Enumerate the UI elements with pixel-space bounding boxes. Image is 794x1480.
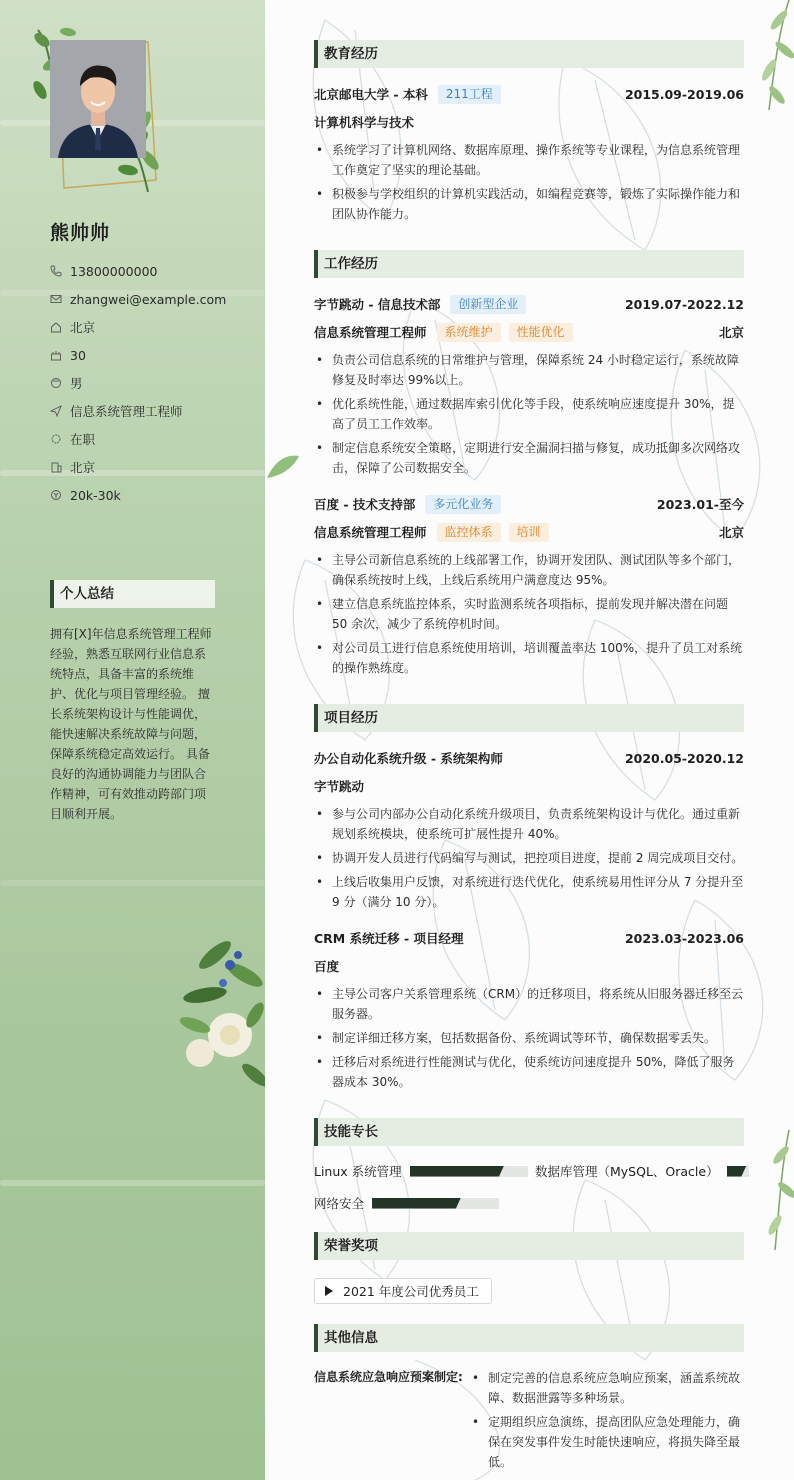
gender-icon <box>50 377 62 389</box>
job-2-role: 信息系统管理工程师 <box>314 525 427 540</box>
contact-info-list <box>50 257 260 509</box>
list-item: • 上线后收集用户反馈，对系统进行迭代优化，使系统易用性评分从 7 分提升至 9 分（满分 10 分）。 <box>314 872 744 912</box>
list-item: • 制定信息系统安全策略，定期进行安全漏洞扫描与修复，成功抵御多次网络攻击，保障了公司数据安全。 <box>314 438 744 478</box>
leaf-decor-icon <box>265 450 301 480</box>
summary-text: 拥有[X]年信息系统管理工程师经验，熟悉互联网行业信息系统特点，具备丰富的系统维护、优化与项目管理经验。 擅长系统架构设计与性能调优，能快速解决系统故障与问题，保障系统稳定高效运行。 具备良好的沟通协调能力与团队合作精神，可有效推动跨部门项目顺利开展。 <box>50 627 212 821</box>
job-1-company: 字节跳动 - 信息技术部 <box>314 297 441 312</box>
job-1-date: 2019.07-2022.12 <box>624 296 744 312</box>
project-2-header <box>314 928 744 948</box>
list-item: • 建立信息系统监控体系，实时监测系统各项指标，提前发现并解决潜在问题 50 余次，减少了系统停机时间。 <box>314 594 744 634</box>
info-age <box>50 341 260 369</box>
list-item: • 主导公司新信息系统的上线部署工作，协调开发团队、测试团队等多个部门，确保系统按时上线，上线后系统用户满意度达 95%。 <box>314 550 744 590</box>
project-1-org: 字节跳动 <box>314 779 365 794</box>
list-item: • 积极参与学校组织的计算机实践活动，如编程竞赛等，锻炼了实际操作能力和团队协作能力。 <box>314 184 744 224</box>
info-work-city <box>50 453 260 481</box>
age-icon <box>50 349 62 361</box>
job-1-bullets <box>314 350 744 482</box>
skill-item <box>535 1162 749 1180</box>
job-1-role-row <box>314 322 744 342</box>
info-status-text: 在职 <box>70 432 96 447</box>
job-1-header <box>314 294 744 314</box>
info-position-text: 信息系统管理工程师 <box>70 404 183 419</box>
job-2-location: 北京 <box>718 525 744 540</box>
education-date: 2015.09-2019.06 <box>624 86 744 102</box>
job-2-tag: 监控体系 <box>437 523 501 542</box>
info-gender-text: 男 <box>70 376 83 391</box>
job-2-company-tag: 多元化业务 <box>425 495 501 514</box>
skill-bar-fill <box>410 1166 504 1177</box>
job-1-tag: 性能优化 <box>509 323 573 342</box>
list-item: • 协调开发人员进行代码编写与测试，把控项目进度，提前 2 周完成项目交付。 <box>314 848 744 868</box>
skill-name: Linux 系统管理 <box>314 1164 402 1179</box>
job-2-tag: 培训 <box>509 523 549 542</box>
job-2-role-row <box>314 522 744 542</box>
info-gender <box>50 369 260 397</box>
job-1-role: 信息系统管理工程师 <box>314 325 427 340</box>
info-position <box>50 397 260 425</box>
salary-icon <box>50 489 62 501</box>
list-item: • 系统学习了计算机网络、数据库原理、操作系统等专业课程，为信息系统管理工作奠定了坚实的理论基础。 <box>314 140 744 180</box>
other-title: 其他信息 <box>314 1324 744 1352</box>
info-salary-text: 20k-30k <box>70 487 121 503</box>
list-item: • 参与公司内部办公自动化系统升级项目，负责系统架构设计与优化。通过重新规划系统模块，使系统可扩展性提升 40%。 <box>314 804 744 844</box>
project-1-bullets <box>314 804 744 916</box>
info-phone <box>50 257 260 285</box>
leaf-branch-icon <box>749 0 794 120</box>
education-header <box>314 84 744 104</box>
education-bullets <box>314 140 744 228</box>
skill-bar <box>372 1198 499 1209</box>
job-2-header <box>314 494 744 514</box>
list-item: • 定期组织应急演练，提高团队应急处理能力，确保在突发事件发生时能快速响应，将损失降至最低。 <box>470 1412 746 1472</box>
list-item: • 制定完善的信息系统应急响应预案，涵盖系统故障、数据泄露等多种场景。 <box>470 1368 746 1408</box>
education-tag: 211工程 <box>438 85 501 104</box>
job-1-company-tag: 创新型企业 <box>450 295 526 314</box>
skill-name: 网络安全 <box>314 1196 365 1211</box>
list-item: • 制定详细迁移方案，包括数据备份、系统调试等环节，确保数据零丢失。 <box>314 1028 744 1048</box>
info-age-text: 30 <box>70 347 86 363</box>
project-1-date: 2020.05-2020.12 <box>624 750 744 766</box>
info-email-text: zhangwei@example.com <box>70 291 227 307</box>
project-1-org-row <box>314 776 744 796</box>
other-label: 信息系统应急响应预案制定: <box>314 1370 463 1384</box>
education-major-row <box>314 112 744 132</box>
avatar <box>50 40 146 158</box>
play-triangle-icon <box>325 1286 333 1296</box>
decor-streak <box>0 1180 265 1186</box>
info-phone-text: 13800000000 <box>70 263 158 279</box>
education-school: 北京邮电大学 - 本科 <box>314 87 428 102</box>
job-2-bullets <box>314 550 744 682</box>
award-text: 2021 年度公司优秀员工 <box>343 1284 479 1299</box>
project-2-bullets <box>314 984 744 1096</box>
info-email <box>50 285 260 313</box>
project-1-name: 办公自动化系统升级 - 系统架构师 <box>314 751 503 766</box>
skills-title: 技能专长 <box>314 1118 744 1146</box>
education-major: 计算机科学与技术 <box>314 115 415 130</box>
skill-bar <box>727 1166 749 1177</box>
job-1-location: 北京 <box>718 325 744 340</box>
sidebar <box>0 0 265 1480</box>
info-work-city-text: 北京 <box>70 460 96 475</box>
list-item: • 优化系统性能，通过数据库索引优化等手段，使系统响应速度提升 30%，提高了员工工作效率。 <box>314 394 744 434</box>
work-title: 工作经历 <box>314 250 744 278</box>
skill-name: 数据库管理（MySQL、Oracle） <box>535 1164 719 1179</box>
info-salary <box>50 481 260 509</box>
list-item: • 主导公司客户关系管理系统（CRM）的迁移项目，将系统从旧服务器迁移至云服务器。 <box>314 984 744 1024</box>
mail-icon <box>50 293 62 305</box>
job-2-company: 百度 - 技术支持部 <box>314 497 416 512</box>
project-1-header <box>314 748 744 768</box>
flower-bouquet-icon <box>175 925 265 1090</box>
info-city-text: 北京 <box>70 320 96 335</box>
job-1-tag: 系统维护 <box>437 323 501 342</box>
honors-title: 荣誉奖项 <box>314 1232 744 1260</box>
other-bullets <box>470 1368 746 1476</box>
send-icon <box>50 405 62 417</box>
skill-item <box>314 1194 499 1212</box>
info-status <box>50 425 260 453</box>
summary-title: 个人总结 <box>50 580 215 608</box>
skill-bar-fill <box>727 1166 747 1177</box>
list-item: • 负责公司信息系统的日常维护与管理，保障系统 24 小时稳定运行，系统故障修复及时率达 99%以上。 <box>314 350 744 390</box>
list-item: • 对公司员工进行信息系统使用培训，培训覆盖率达 100%，提升了员工对系统的操作熟练度。 <box>314 638 744 678</box>
project-2-name: CRM 系统迁移 - 项目经理 <box>314 931 464 946</box>
building-icon <box>50 461 62 473</box>
project-2-date: 2023.03-2023.06 <box>624 930 744 946</box>
main-content <box>265 0 794 1480</box>
status-icon <box>50 433 62 445</box>
job-2-date: 2023.01-至今 <box>656 497 744 512</box>
project-2-org: 百度 <box>314 959 340 974</box>
skill-bar-fill <box>372 1198 461 1209</box>
award-item[interactable] <box>314 1278 492 1304</box>
info-city <box>50 313 260 341</box>
home-icon <box>50 321 62 333</box>
skill-bar <box>410 1166 528 1177</box>
phone-icon <box>50 265 62 277</box>
project-2-org-row <box>314 956 744 976</box>
leaf-branch-icon <box>753 1130 794 1250</box>
decor-streak <box>0 880 265 886</box>
avatar-portrait-icon <box>50 40 146 158</box>
list-item: • 迁移后对系统进行性能测试与优化，使系统访问速度提升 50%，降低了服务器成本 30%。 <box>314 1052 744 1092</box>
projects-title: 项目经历 <box>314 704 744 732</box>
skill-item <box>314 1162 528 1180</box>
candidate-name: 熊帅帅 <box>50 222 111 244</box>
avatar-area <box>28 20 168 195</box>
education-title: 教育经历 <box>314 40 744 68</box>
